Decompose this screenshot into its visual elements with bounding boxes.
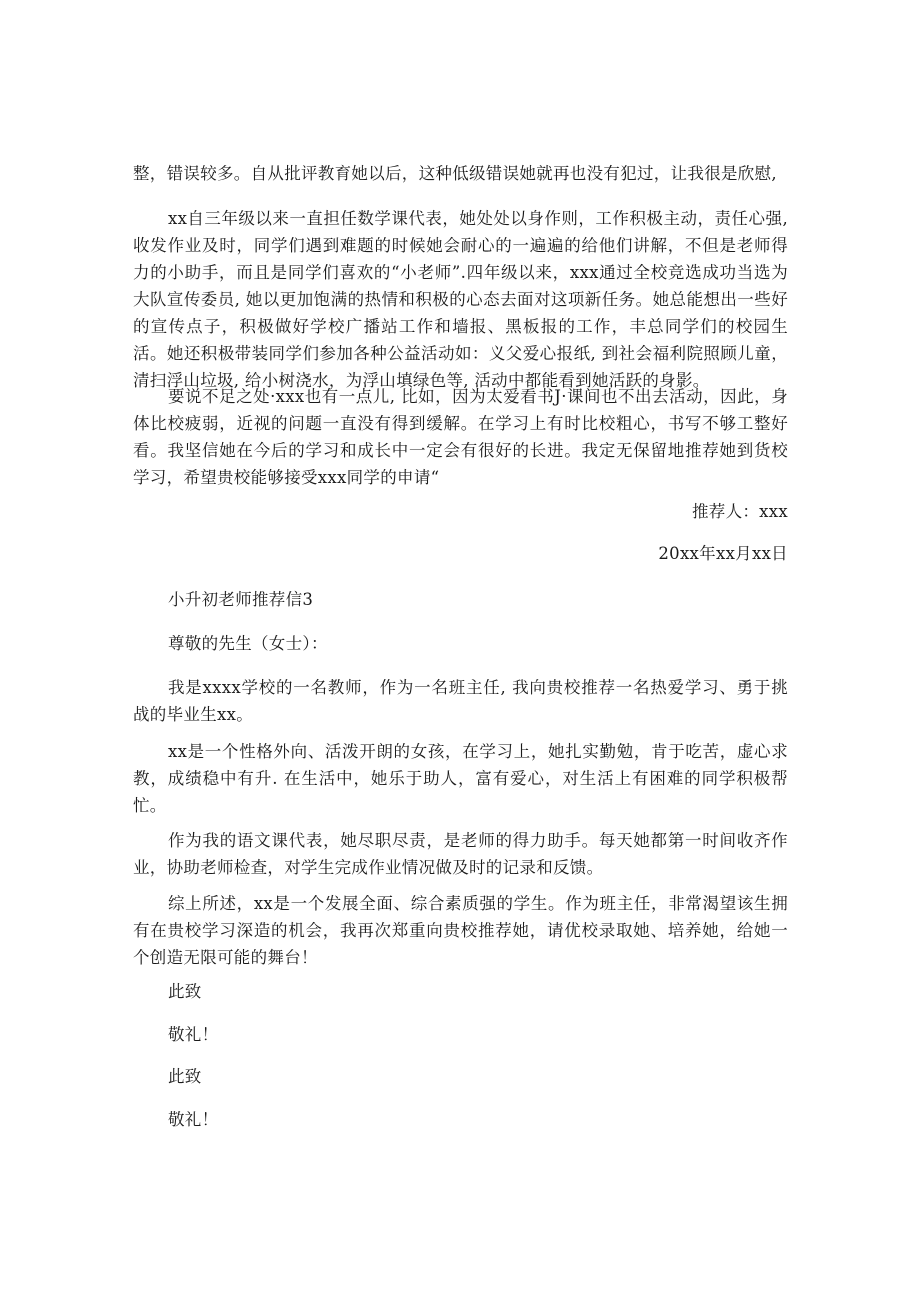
closing-line: 此致 xyxy=(168,1067,202,1086)
salutation: 尊敬的先生（女士）： xyxy=(168,634,328,653)
recommender-signature: 推荐人：xxx xyxy=(691,502,788,521)
summary-paragraph: 综上所述，xx是一个发展全面、综合素质强的学生。作为班主任，非常渴望该生拥有在贵校学习深造的机会，我再次郑重向贵校推荐她，请优校录取她、培养她，给她一个创造无限可能的舞台！ xyxy=(133,894,788,967)
letter-title: 小升初老师推荐信3 xyxy=(168,590,314,609)
character-paragraph: xx是一个性格外向、活泼开朗的女孩，在学习上，她扎实勤勉，肯于吃苦，虚心求教，成绩稳中有升. 在生活中，她乐于助人，富有爱心，对生活上有困难的同学积极帮忙。 xyxy=(133,742,788,815)
chinese-representative-paragraph: 作为我的语文课代表，她尽职尽责，是老师的得力助手。每天她都第一时间收齐作业，协助老师检查，对学生完成作业情况做及时的记录和反馈。 xyxy=(133,831,788,877)
closing-regards: 敬礼！ xyxy=(168,1110,219,1129)
intro-paragraph: 我是xxxx学校的一名教师，作为一名班主任, 我向贵校推荐一名热爱学习、勇于挑战的毕业生xx。 xyxy=(133,678,788,724)
closing-line: 此致 xyxy=(168,982,202,1001)
shortcoming-paragraph: 要说不足之处·xxx也有一点儿, 比如，因为太爱看书J·课间也不出去活动，因此，身体比校疲弱，近视的问题一直没有得到缓解。在学习上有时比校粗心，书写不够工整好看。我坚信她在今后的学习和成长中一定会有很好的长进。我定无保留地推荐她到货校学习，希望贵校能够接受xxx同学的申请“ xyxy=(133,387,788,487)
closing-regards: 敬礼！ xyxy=(168,1025,219,1044)
math-representative-paragraph: xx自三年级以来一直担任数学课代表，她处处以身作则，工作积极主动，责任心强,收发作业及时，同学们遇到难题的时候她会耐心的一遍遍的给他们讲解，不但是老师得力的小助手，而且是同学们喜欢的“小老师”.四年级以来，xxx通过全校竞选成功当选为大队宣传委员, 她以更加饱满的热情和积极的心态去面对这项新任务。她总能想出一些好的宣传点子，积极做好学校广播站工作和墙报、黑板报的工作，丰总同学们的校园生活。她还积极带装同学们参加各种公益活动如：义父爱心报纸, 到社会福利院照顾儿童，清扫浮山垃圾, 给小树浇水，为浮山填绿色等, 活动中都能看到她活跃的身影。 xyxy=(133,209,788,390)
continued-paragraph: 整，错误较多。自从批评教育她以后，这种低级错误她就再也没有犯过，让我很是欣慰, xyxy=(133,164,777,183)
letter-date: 20xx年xx月xx日 xyxy=(658,544,788,563)
